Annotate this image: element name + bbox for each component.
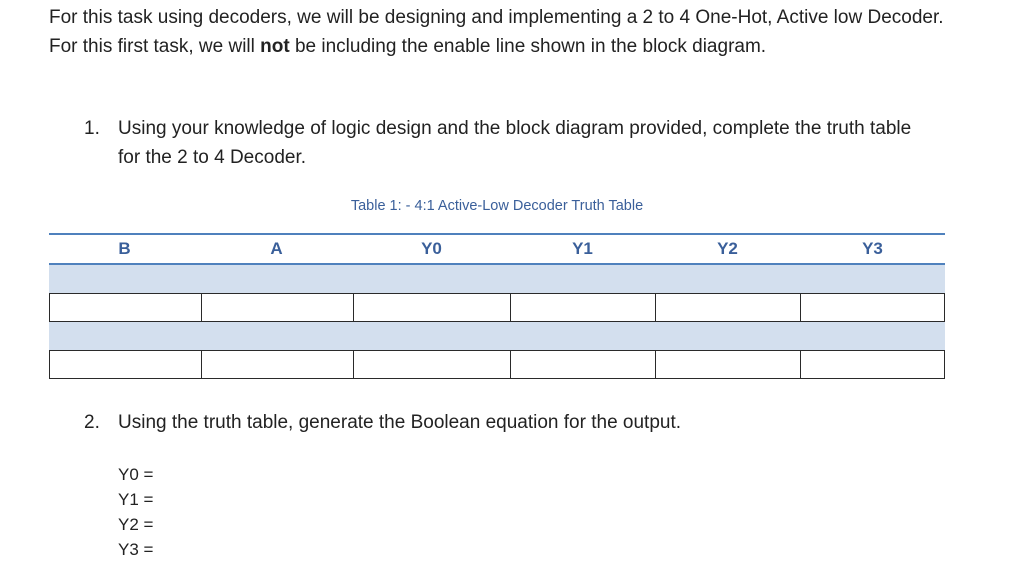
cell-divider [353, 294, 354, 321]
question-1-text: Using your knowledge of logic design and the block diagram provided, complete the truth table for the 2 to 4 Decoder. [118, 118, 912, 168]
header-y1: Y1 [572, 239, 593, 258]
equation-y1[interactable]: Y1 = [118, 490, 154, 509]
question-2-number: 2. [84, 412, 100, 433]
table-row-1[interactable] [49, 265, 945, 294]
table-caption [0, 198, 1024, 214]
cell-divider [510, 351, 511, 378]
table-row-3[interactable] [49, 322, 945, 351]
table-caption-text: Table 1: - 4:1 Active-Low Decoder Truth Table [350, 198, 644, 214]
equation-y0[interactable]: Y0 = [118, 465, 154, 484]
intro-bold-not: not [260, 35, 290, 57]
header-y0: Y0 [421, 239, 442, 258]
table-header-row [49, 235, 945, 263]
intro-paragraph [49, 4, 949, 61]
question-2-text: Using the truth table, generate the Boolean equation for the output. [118, 412, 682, 433]
cell-divider [655, 294, 656, 321]
cell-divider [201, 294, 202, 321]
cell-divider [510, 294, 511, 321]
cell-divider [353, 351, 354, 378]
header-a: A [270, 239, 283, 258]
intro-text-1: For this task using decoders, we will be designing and implementing a 2 to 4 One-Hot, Active low Decoder. For this first task, we will [49, 7, 944, 57]
intro-text-2: be including the enable line shown in the block diagram. [289, 35, 767, 57]
question-1-number: 1. [84, 118, 100, 139]
table-row-4[interactable] [49, 350, 945, 379]
equation-y3[interactable]: Y3 = [118, 540, 154, 559]
cell-divider [201, 351, 202, 378]
equation-y2[interactable]: Y2 = [118, 515, 154, 534]
header-b: B [118, 239, 131, 258]
cell-divider [655, 351, 656, 378]
table-row-2[interactable] [49, 293, 945, 322]
cell-divider [800, 294, 801, 321]
cell-divider [800, 351, 801, 378]
header-y2: Y2 [717, 239, 738, 258]
header-y3: Y3 [862, 239, 883, 258]
